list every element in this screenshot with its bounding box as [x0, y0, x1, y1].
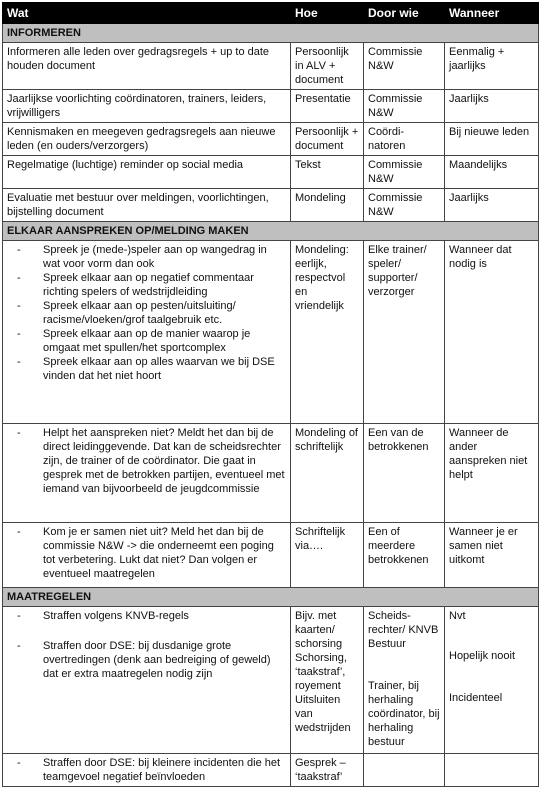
list-item: - Kom je er samen niet uit? Meld het dan bij de commissie N&W -> die onderneemt een poging tot verbetering. Lukt dat niet? Dan volgen er eventueel maatregelen [7, 525, 286, 581]
door-wie-c: Trainer, bij herhaling coördinator, bij herhaling bestuur [368, 680, 440, 748]
list-item: - Straffen volgens KNVB-regels [7, 609, 286, 623]
header-door-wie: Door wie [364, 3, 445, 24]
list-item: - Spreek elkaar aan op pesten/uitsluiting/ racisme/vloeken/grof taalgebruik etc. [7, 299, 286, 327]
cell-hoe: Persoonlijk in ALV + document [291, 43, 364, 90]
cell-door-wie: Een of meerdere betrokkenen [364, 523, 445, 588]
cell-door-wie: Coördi-natoren [364, 123, 445, 156]
cell-wanneer: Jaarlijks [445, 90, 539, 123]
table-row [3, 754, 539, 787]
table-row [3, 241, 539, 424]
cell-hoe: Gesprek – ‘taakstraf’ [291, 754, 364, 787]
cell-wanneer: Wanneer je er samen niet uitkomt [445, 523, 539, 588]
list-item: - Spreek elkaar aan op alles waarvan we bij DSE vinden dat het niet hoort [7, 355, 286, 383]
section-title-aanspreken: ELKAAR AANSPREKEN OP/MELDING MAKEN [3, 222, 539, 241]
cell-hoe: Mondeling of schriftelijk [291, 424, 364, 523]
header-wanneer: Wanneer [445, 3, 539, 24]
cell-door-wie [364, 754, 445, 787]
cell-door-wie [364, 607, 445, 754]
list-item: - Spreek je (mede-)speler aan op wangedrag in wat voor vorm dan ook [7, 243, 286, 271]
table-row [3, 43, 539, 90]
section-title-informeren: INFORMEREN [3, 24, 539, 43]
cell-door-wie: Commissie N&W [364, 156, 445, 189]
header-hoe: Hoe [291, 3, 364, 24]
wanneer-b: Hopelijk nooit [449, 650, 516, 662]
cell-wanneer [445, 754, 539, 787]
cell-wanneer: Maandelijks [445, 156, 539, 189]
list-item: - Spreek elkaar aan op de manier waarop je omgaat met spullen/het sportcomplex [7, 327, 286, 355]
cell-wat [3, 523, 291, 588]
cell-wanneer: Bij nieuwe leden [445, 123, 539, 156]
section-row-aanspreken [3, 222, 539, 241]
table-row [3, 523, 539, 588]
cell-hoe: Bijv. met kaarten/ schorsing Schorsing, ‘taakstraf’, royement Uitsluiten van wedstrijden [291, 607, 364, 754]
bullet-list [7, 426, 286, 496]
door-wie-a: Scheids-rechter/ KNVB [368, 610, 439, 636]
wanneer-a: Nvt [449, 610, 466, 622]
bullet-list [7, 756, 286, 784]
table-row [3, 189, 539, 222]
cell-door-wie: Elke trainer/ speler/ supporter/ verzorger [364, 241, 445, 424]
cell-wat [3, 607, 291, 754]
cell-door-wie: Commissie N&W [364, 43, 445, 90]
cell-wat [3, 754, 291, 787]
door-wie-b: Bestuur [368, 638, 406, 650]
table-row [3, 156, 539, 189]
door-wie-group [368, 609, 440, 749]
list-item: - Straffen door DSE: bij kleinere incidenten die het teamgevoel negatief beïnvloeden [7, 756, 286, 784]
section-row-informeren [3, 24, 539, 43]
cell-hoe: Mondeling: eerlijk, respectvol en vriendelijk [291, 241, 364, 424]
header-row [3, 3, 539, 24]
list-item: - Straffen door DSE: bij dusdanige grote overtredingen (denk aan bedreiging of geweld) dat er extra maatregelen nodig zijn [7, 639, 286, 681]
table-row [3, 607, 539, 754]
cell-wat [3, 241, 291, 424]
bullet-list [7, 609, 286, 681]
cell-wat: Jaarlijkse voorlichting coördinatoren, trainers, leiders, vrijwilligers [3, 90, 291, 123]
cell-wat: Informeren alle leden over gedragsregels + up to date houden document [3, 43, 291, 90]
cell-wat: Regelmatige (luchtige) reminder op social media [3, 156, 291, 189]
cell-hoe: Persoonlijk + document [291, 123, 364, 156]
cell-wanneer: Jaarlijks [445, 189, 539, 222]
bullet-list [7, 243, 286, 383]
wanneer-group [449, 609, 534, 705]
table-row [3, 123, 539, 156]
policy-table [2, 2, 539, 787]
cell-wat: Kennismaken en meegeven gedragsregels aan nieuwe leden (en ouders/verzorgers) [3, 123, 291, 156]
cell-door-wie: Commissie N&W [364, 90, 445, 123]
header-wat: Wat [3, 3, 291, 24]
section-title-maatregelen: MAATREGELEN [3, 588, 539, 607]
section-row-maatregelen [3, 588, 539, 607]
cell-wat [3, 424, 291, 523]
cell-wanneer: Wanneer de ander aanspreken niet helpt [445, 424, 539, 523]
cell-wanneer [445, 607, 539, 754]
cell-hoe: Schriftelijk via…. [291, 523, 364, 588]
table-row [3, 424, 539, 523]
cell-hoe: Tekst [291, 156, 364, 189]
cell-wanneer: Eenmalig + jaarlijks [445, 43, 539, 90]
cell-wat: Evaluatie met bestuur over meldingen, voorlichtingen, bijstelling document [3, 189, 291, 222]
cell-door-wie: Een van de betrokkenen [364, 424, 445, 523]
list-item: - Spreek elkaar aan op negatief commentaar richting spelers of wedstrijdleiding [7, 271, 286, 299]
cell-door-wie: Commissie N&W [364, 189, 445, 222]
list-item: - Helpt het aanspreken niet? Meldt het dan bij de direct leidinggevende. Dat kan de scheidsrechter zijn, de trainer of de coördinator. Die gaat in gesprek met de betrokken partijen, eventueel met iemand van bijvoorbeeld de jeugdcommissie [7, 426, 286, 496]
bullet-list [7, 525, 286, 581]
cell-wanneer: Wanneer dat nodig is [445, 241, 539, 424]
table-row [3, 90, 539, 123]
wanneer-c: Incidenteel [449, 692, 503, 704]
cell-hoe: Presentatie [291, 90, 364, 123]
cell-hoe: Mondeling [291, 189, 364, 222]
